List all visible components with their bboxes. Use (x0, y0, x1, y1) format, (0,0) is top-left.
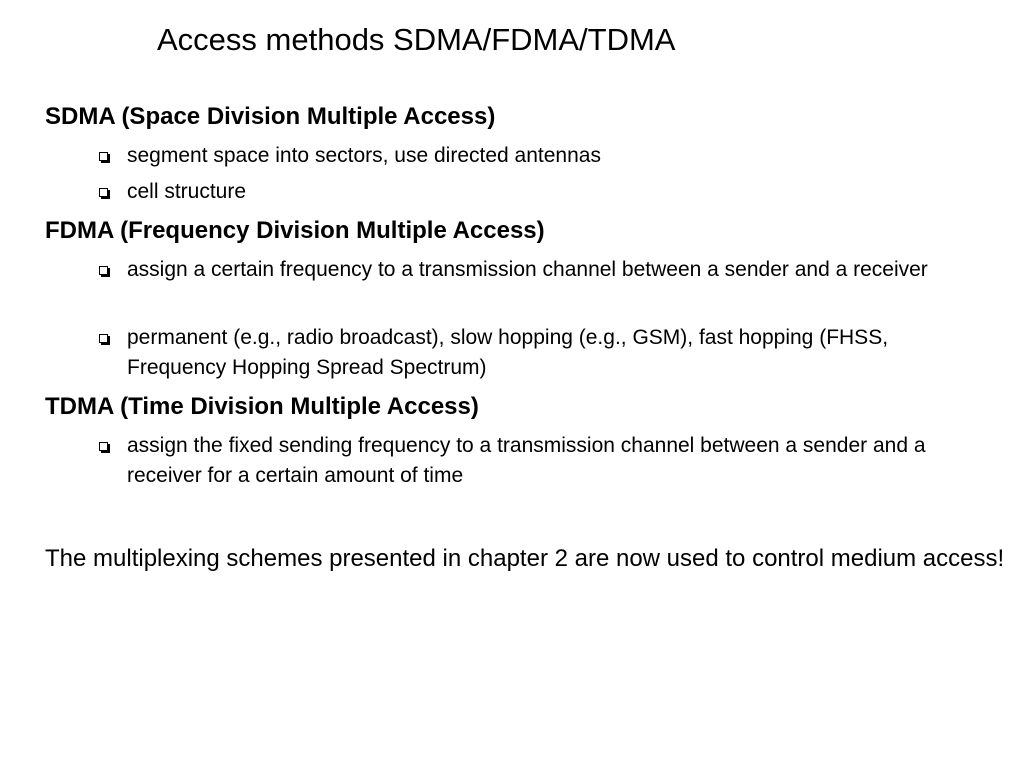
bullet-text: permanent (e.g., radio broadcast), slow hopping (e.g., GSM), fast hopping (FHSS, Frequency Hopping Spread Spectrum) (127, 326, 889, 379)
hollow-square-bullet-icon (99, 188, 108, 197)
slide-title: Access methods SDMA/FDMA/TDMA (157, 22, 676, 57)
bullet-text: segment space into sectors, use directed antennas (127, 144, 601, 167)
hollow-square-bullet-icon (99, 152, 108, 161)
section-heading-fdma: FDMA (Frequency Division Multiple Access) (45, 217, 545, 244)
hollow-square-bullet-icon (99, 266, 108, 275)
bullet-item (127, 255, 987, 285)
bullet-item (127, 141, 987, 171)
bullet-item (127, 323, 987, 383)
hollow-square-bullet-icon (99, 442, 108, 451)
bullet-text: assign the fixed sending frequency to a transmission channel between a sender and a receiver for a certain amount of time (127, 434, 926, 487)
bullet-item (127, 431, 987, 491)
closing-statement: The multiplexing schemes presented in chapter 2 are now used to control medium access! (45, 545, 1005, 572)
hollow-square-bullet-icon (99, 334, 108, 343)
section-heading-tdma: TDMA (Time Division Multiple Access) (45, 393, 479, 420)
section-heading-sdma: SDMA (Space Division Multiple Access) (45, 103, 496, 130)
bullet-text: cell structure (127, 180, 247, 203)
bullet-text: assign a certain frequency to a transmission channel between a sender and a receiver (127, 258, 928, 281)
bullet-item (127, 177, 987, 207)
